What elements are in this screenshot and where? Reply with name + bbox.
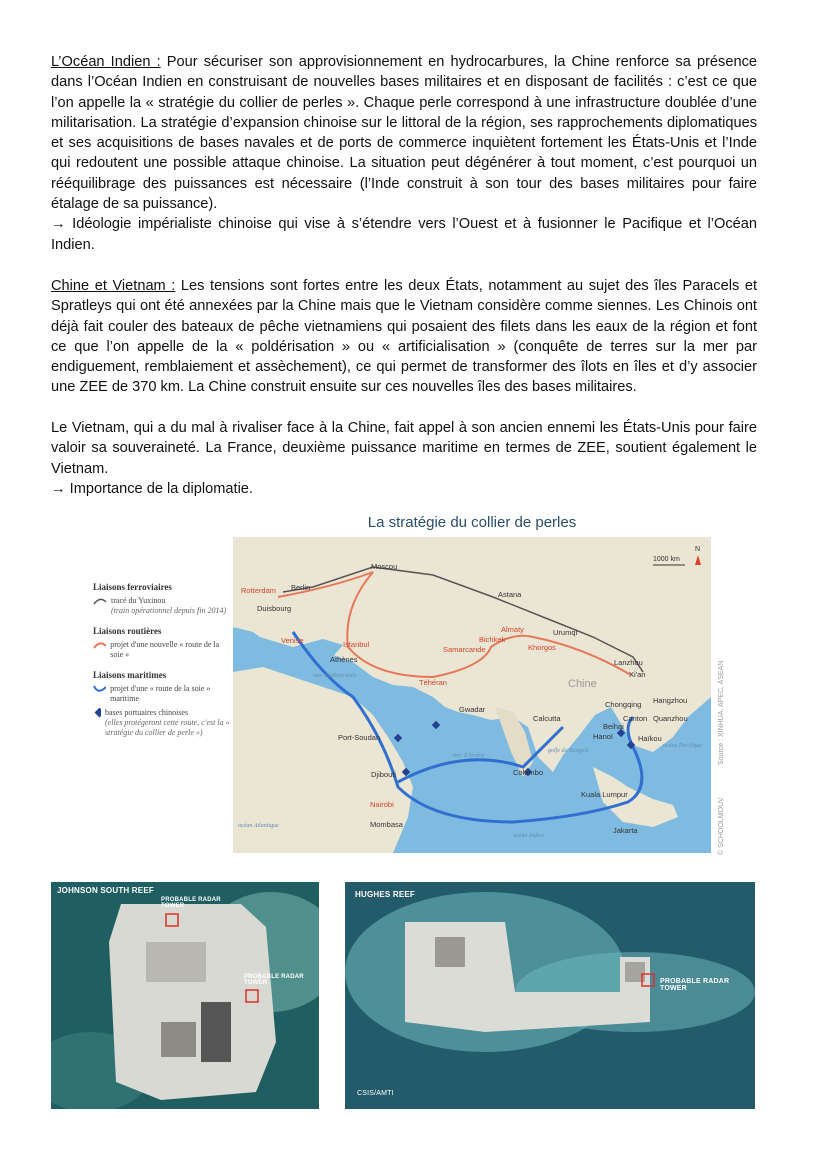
city-label: Colombo [513,768,544,777]
legend-road-title: Liaisons routières [93,626,162,636]
city-label: Nairobi [370,800,394,809]
city-label: Athènes [330,655,358,664]
legend-port-item: bases portuaires chinoises [105,708,189,717]
city-label: Hangzhou [653,696,688,705]
section-text: Le Vietnam, qui a du mal à rivaliser face à la Chine, fait appel à son ancien ennemi les États-Unis pour faire valoir sa souveraineté. La France, deuxième puissance maritime en termes de ZEE, soutient également le Vietnam. [51,420,757,477]
city-label: Port-Soudan [338,733,381,742]
sea-label: golfe du Bengale [548,748,589,754]
photo-title: HUGHES REEF [355,890,415,899]
map-title: La stratégie du collier de perles [367,514,577,531]
section-text: Pour sécuriser son approvisionnement en hydrocarbures, la Chine renforce sa présence dans l’Océan Indien en construisant de nouvelles bases militaires et en disposant de facilités : c’est ce que l’on appelle la « stratégie du collier de perles ». Chaque perle correspond à une infrastructure doublée d’une militarisation. La stratégie d’expansion chinoise sur le littoral de la région, ses rapprochements diplomatiques et ses acquisitions de bases navales et de ports de commerce inquiètent fortement les États-Unis et l’Inde qui redoutent une possible attaque chinoise. La situation peut dégénérer à tout moment, c’est pourquoi un rééquilibrage des puissances est nécessaire (l’Inde construit à son tour des bases militaires pour faire étalage de sa puissance). [51,54,757,213]
photo-credit: CSIS/AMTI [357,1090,394,1097]
city-label: Haïkou [638,734,662,743]
legend-sea-title: Liaisons maritimes [93,670,167,680]
road-symbol-icon [93,640,106,650]
city-label: Beihai [603,722,624,731]
city-label: Berlin [291,583,311,592]
city-label: Calcutta [533,714,561,723]
city-label: Istanbul [343,640,370,649]
city-label: Djibouti [371,770,397,779]
port-diamond-icon [93,708,101,718]
city-label: Mombasa [370,820,403,829]
legend-road-item: projet d'une nouvelle « route de la soie » [110,640,220,659]
city-label: Bichkek [479,635,506,644]
city-label: Lanzhou [614,658,643,667]
sea-label: mer d'Arabie [453,753,485,759]
map-source-text: Source : XINHUA, APEC, ASEAN [718,660,725,765]
conclusion-arrow: → Importance de la diplomatie. [51,480,253,497]
city-label: Samarcande [443,645,486,654]
city-label: Astana [498,590,522,599]
legend-rail-title: Liaisons ferroviaires [93,582,172,592]
section-indian-ocean [51,52,757,255]
sea-label: océan Atlantique [238,823,279,829]
legend-port-sub: (elles protégeront cette route, c'est la « stratégie du collier de perle ») [105,718,230,737]
city-label: Gwadar [459,705,486,714]
maritime-symbol-icon [93,684,106,694]
city-label: Moscou [371,562,398,571]
section-china-vietnam [51,276,757,398]
city-label: Xi'an [629,670,646,679]
legend-rail-item: tracé du Yuxinou [111,596,166,605]
city-label: Rotterdam [241,586,277,595]
section-heading: L’Océan Indien : [51,54,161,70]
city-label: Khorgos [528,643,556,652]
city-label: Almaty [501,625,524,634]
map-legend [93,582,233,738]
johnson-south-reef-photo [51,882,319,1109]
north-label: N [695,546,701,553]
city-label: Téhéran [419,678,447,687]
city-label: Urumqi [553,628,578,637]
legend-sea-item: projet d'une « route de la soie » maritime [110,684,211,703]
radar-label: PROBABLE RADAR TOWER [161,897,221,909]
scale-label: 1000 km [653,556,680,563]
sea-label: océan Indien [513,833,545,839]
radar-label: PROBABLE RADAR TOWER [660,978,730,992]
city-label: Duisbourg [257,604,292,613]
map-credit: © SCHOOLMOUV [718,797,725,855]
conclusion-arrow: → Idéologie impérialiste chinoise qui vise à s’étendre vers l’Ouest et à fusionner le Pacifique et l’Océan Indien. [51,216,757,253]
hughes-reef-photo [345,882,755,1109]
sea-label: mer Méditerranée [313,673,357,679]
section-text: Les tensions sont fortes entre les deux États, notamment au sujet des îles Paracels et Spratleys qui ont été annexées par la Chine mais que le Vietnam considère comme siennes. Les Chinois ont déjà fait couler des bateaux de pêche vietnamiens qui posaient des filets dans les eaux de la région et font ce que l’on appelle de la « poldérisation » ou « artificialisation » (conquête de terres sur la mer par endiguement, remblaiement et assèchement), ce qui permet de transformer des îlots en îles et d’y associer une ZEE de 370 km. La Chine construit ensuite sur ces nouvelles îles des bases militaires. [51,278,757,396]
radar-label: PROBABLE RADAR TOWER [244,974,304,986]
city-label: Venise [281,636,304,645]
section-heading: Chine et Vietnam : [51,278,176,294]
china-label: Chine [568,678,597,690]
photo-title: JOHNSON SOUTH REEF [57,886,154,895]
collier-de-perles-map [233,537,711,853]
map-source [713,655,727,855]
city-label: Hanoï [593,732,614,741]
city-label: Chongqing [605,700,642,709]
city-label: Quanzhou [653,714,688,723]
city-label: Jakarta [613,826,638,835]
city-label: Kuala Lumpur [581,790,628,799]
legend-rail-sub: (train opérationnel depuis fin 2014) [111,606,227,615]
city-label: Canton [623,714,648,723]
rail-symbol-icon [93,596,107,606]
sea-label: océan Pacifique [663,743,702,749]
section-vietnam-diplomacy [51,418,757,499]
